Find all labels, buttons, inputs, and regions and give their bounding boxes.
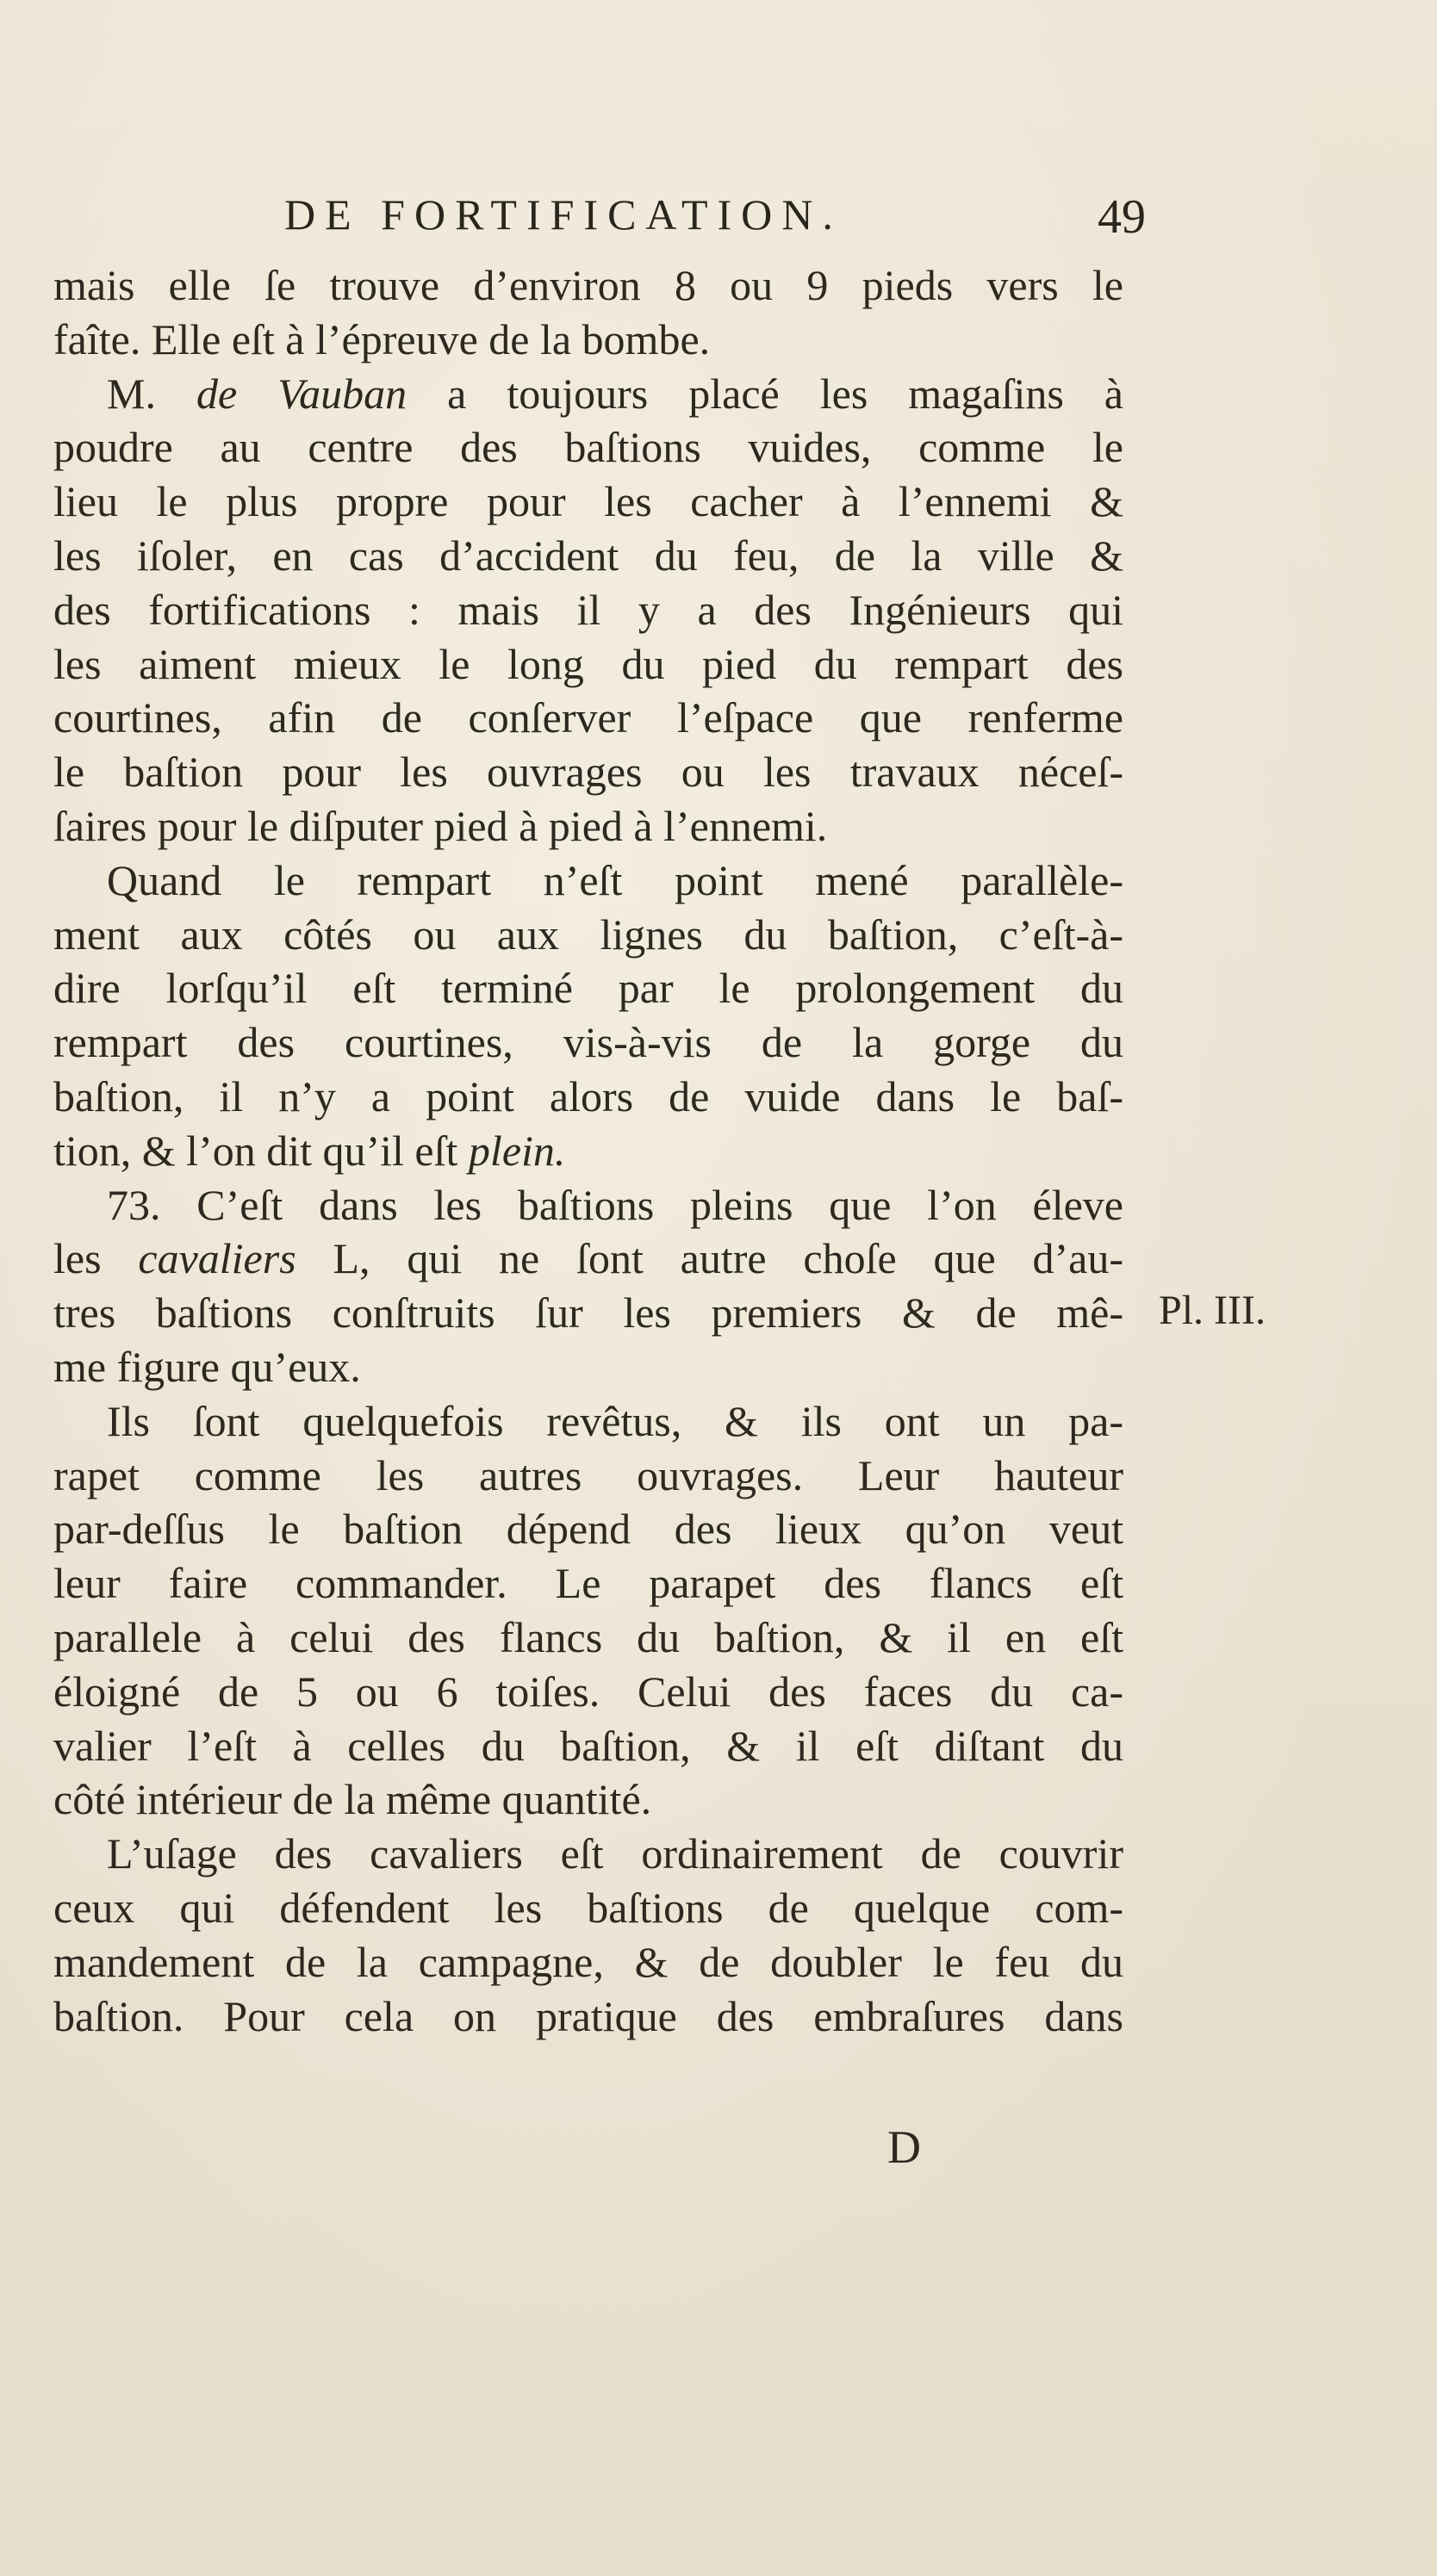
body-text	[53, 258, 1123, 2043]
page-number: 49	[1098, 190, 1146, 244]
text-line: L’uſage des cavaliers eſt ordinairement de couvrir	[107, 1829, 1123, 1878]
text-line: Ils ſont quelquefois revêtus, & ils ont un pa-	[107, 1396, 1123, 1445]
plate-reference-note: Pl. III.	[1159, 1288, 1266, 1333]
text-line: parallele à celui des flancs du baſtion, & il en eſt	[53, 1612, 1123, 1661]
italic-term: plein.	[468, 1126, 566, 1175]
text-line: ceux qui défendent les baſtions de quelque com-	[53, 1883, 1123, 1932]
text-line: les iſoler, en cas d’accident du feu, de la ville &	[53, 531, 1123, 580]
text-line: par-deſſus le baſtion dépend des lieux qu’on veut	[53, 1505, 1123, 1554]
text-line: éloigné de 5 ou 6 toiſes. Celui des faces du ca-	[53, 1667, 1123, 1716]
text-line: mais elle ſe trouve d’environ 8 ou 9 pieds vers le	[53, 261, 1123, 309]
italic-term: de Vauban	[196, 369, 407, 418]
text-line: valier l’eſt à celles du baſtion, & il eſt diſtant du	[53, 1721, 1123, 1770]
text-line: dire lorſqu’il eſt terminé par le prolongement du	[53, 964, 1123, 1013]
italic-term: cavaliers	[138, 1234, 296, 1283]
text-line: courtines, afin de conſerver l’eſpace que renferme	[53, 693, 1123, 742]
text-line: baſtion, il n’y a point alors de vuide dans le baſ-	[53, 1071, 1123, 1120]
text-line: baſtion. Pour cela on pratique des embraſures dans	[53, 1991, 1123, 2040]
text-line: les cavaliers L, qui ne ſont autre choſe que d’au-	[53, 1234, 1123, 1283]
text-line: mandement de la campagne, & de doubler le feu du	[53, 1937, 1123, 1986]
text-line: lieu le plus propre pour les cacher à l’ennemi &	[53, 477, 1123, 526]
text-line: poudre au centre des baſtions vuides, comme le	[53, 423, 1123, 472]
text-line: M. de Vauban a toujours placé les magaſins à	[107, 369, 1123, 418]
text-line: des fortifications : mais il y a des Ingénieurs qui	[53, 585, 1123, 634]
text-line: tion, & l’on dit qu’il eſt plein.	[53, 1126, 566, 1175]
text-line: côté intérieur de la même quantité.	[53, 1775, 652, 1824]
text-line: me figure qu’eux.	[53, 1342, 361, 1391]
text-line: les aiment mieux le long du pied du rempart des	[53, 639, 1123, 688]
text-line: ment aux côtés ou aux lignes du baſtion, c’eſt-à-	[53, 909, 1123, 959]
text-line: faîte. Elle eſt à l’épreuve de la bombe.	[53, 314, 711, 363]
text-line: rapet comme les autres ouvrages. Leur hauteur	[53, 1450, 1123, 1499]
text-line: rempart des courtines, vis-à-vis de la gorge du	[53, 1018, 1123, 1067]
signature-mark: D	[887, 2121, 921, 2173]
text-line: 73. C’eſt dans les baſtions pleins que l’on éleve	[107, 1180, 1123, 1229]
text-line: tres baſtions conſtruits ſur les premiers & de mê-	[53, 1288, 1123, 1338]
page-header	[284, 189, 1146, 250]
text-line: ſaires pour le diſputer pied à pied à l’ennemi.	[53, 801, 828, 850]
text-line: leur faire commander. Le parapet des flancs eſt	[53, 1559, 1123, 1608]
text-line: Quand le rempart n’eſt point mené parallèle-	[107, 855, 1123, 904]
text-line: le baſtion pour les ouvrages ou les travaux néceſ-	[53, 748, 1123, 797]
running-title: DE FORTIFICATION.	[284, 190, 843, 239]
